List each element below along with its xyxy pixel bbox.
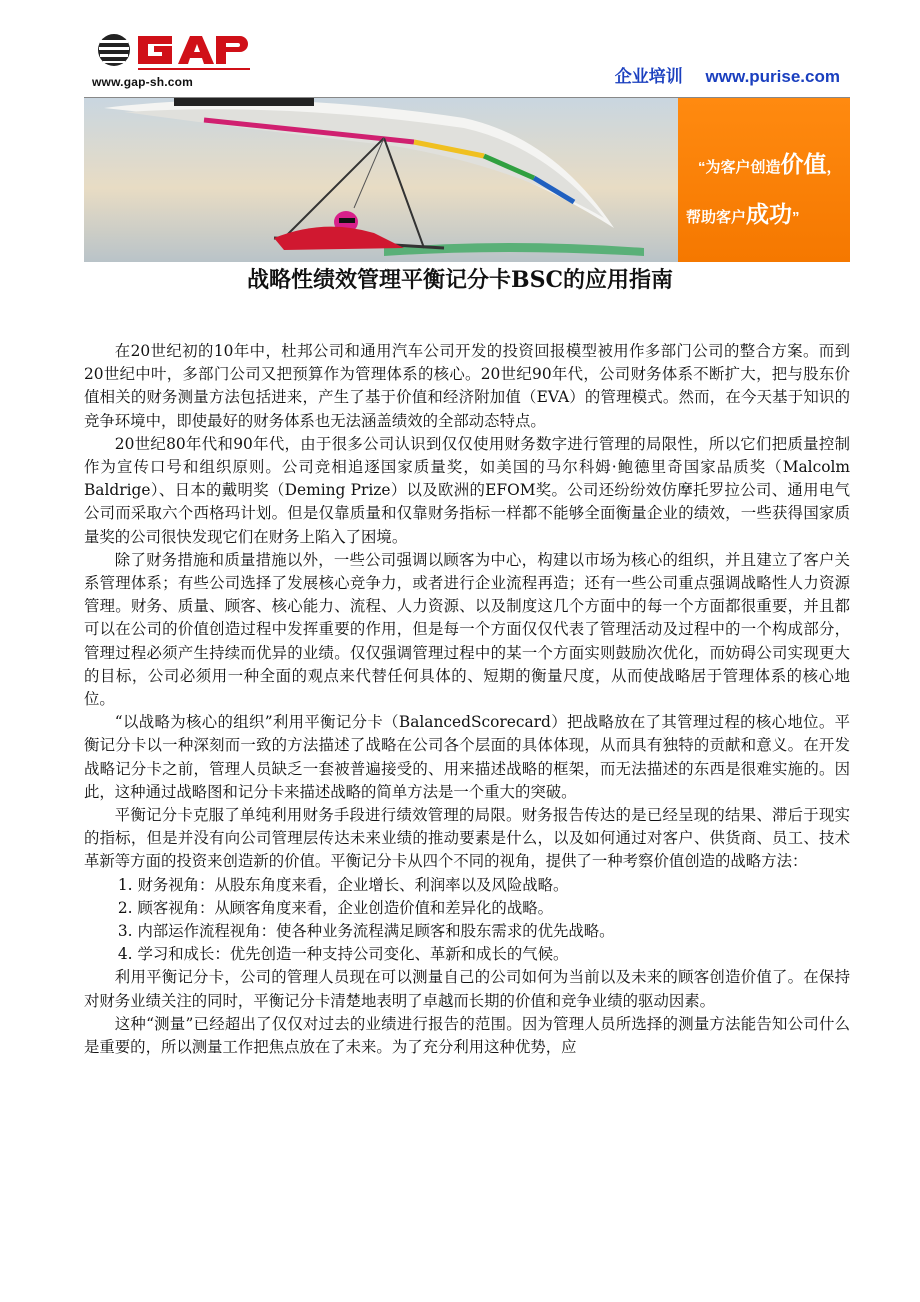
paragraph: 在20世纪初的10年中，杜邦公司和通用汽车公司开发的投资回报模型被用作多部门公司的整合方案。而到20世纪中叶，多部门公司又把预算作为管理体系的核心。20世纪90年代，公司财务体系不断扩大，把与股东价值相关的财务测量方法包括进来，产生了基于价值和经济附加值（EVA）的管理模式。然而，在今天基于知识的竞争环境中，即使最好的财务体系也无法涵盖绩效的全部动态特点。 xyxy=(84,342,850,430)
training-label[interactable]: 企业培训 xyxy=(614,67,683,86)
slogan-panel xyxy=(678,98,850,262)
banner xyxy=(84,98,850,262)
slogan-line-1: “为客户创造价值， xyxy=(698,151,842,177)
slogan-line-2: 帮助客户成功” xyxy=(686,201,800,227)
hang-glider-photo xyxy=(84,98,678,262)
paragraph: 利用平衡记分卡，公司的管理人员现在可以测量自己的公司如何为当前以及未来的顾客创造价值了。在保持对财务业绩关注的同时，平衡记分卡清楚地表明了卓越而长期的价值和竞争业绩的驱动因素。 xyxy=(84,968,850,1010)
list-item: 3. 内部运作流程视角：使各种业务流程满足顾客和股东需求的优先战略。 xyxy=(117,922,615,941)
paragraph: 除了财务措施和质量措施以外，一些公司强调以顾客为中心，构建以市场为核心的组织，并且建立了客户关系管理体系；有些公司选择了发展核心竞争力，或者进行企业流程再造；还有一些公司重点强调战略性人力资源管理。财务、质量、顾客、核心能力、流程、人力资源、以及制度这几个方面中的每一个方面都很重要，并且都可以在公司的价值创造过程中发挥重要的作用，但是每一个方面仅仅代表了管理活动及过程中的一个构成部分，管理过程必须产生持续而优异的业绩。仅仅强调管理过程中的某一个方面实则鼓励次优化，而妨碍公司实现更大的目标，公司必须用一种全面的观点来代替任何具体的、短期的衡量尺度，从而使战略居于管理体系的核心地位。 xyxy=(84,550,850,709)
page-header xyxy=(84,22,850,98)
paragraph: 平衡记分卡克服了单纯利用财务手段进行绩效管理的局限。财务报告传达的是已经呈现的结果、滞后于现实的指标，但是并没有向公司管理层传达未来业绩的推动要素是什么，以及如何通过对客户、供货商、员工、技术革新等方面的投资来创造新的价值。平衡记分卡从四个不同的视角，提供了一种考察价值创造的战略方法： xyxy=(84,806,850,871)
paragraph: 这种“测量”已经超出了仅仅对过去的业绩进行报告的范围。因为管理人员所选择的测量方法能告知公司什么是重要的，所以测量工作把焦点放在了未来。为了充分利用这种优势，应 xyxy=(84,1014,850,1057)
document-body xyxy=(84,340,850,1059)
list-item: 1. 财务视角：从股东角度来看，企业增长、利润率以及风险战略。 xyxy=(117,875,569,894)
site-url-link[interactable]: www.purise.com xyxy=(705,67,840,86)
list-item: 4. 学习和成长：优先创造一种支持公司变化、革新和成长的气候。 xyxy=(117,945,569,964)
list-item: 2. 顾客视角：从顾客角度来看，企业创造价值和差异化的战略。 xyxy=(117,898,553,917)
paragraph: “以战略为核心的组织”利用平衡记分卡（BalancedScorecard）把战略放在了其管理过程的核心地位。平衡记分卡以一种深刻而一致的方法描述了战略在公司各个层面的具体体现，从而具有独特的贡献和意义。在开发战略记分卡之前，管理人员缺乏一套被普遍接受的、用来描述战略的框架，而无法描述的东西是很难实施的。因此，这种通过战略图和记分卡来描述战略的简单方法是一个重大的突破。 xyxy=(84,713,850,801)
header-links xyxy=(597,62,840,87)
logo-url[interactable]: www.gap-sh.com xyxy=(92,75,194,89)
document-title: 战略性绩效管理平衡记分卡BSC的应用指南 xyxy=(247,267,673,293)
paragraph: 20世纪80年代和90年代，由于很多公司认识到仅仅使用财务数字进行管理的局限性，所以它们把质量控制作为宣传口号和组织原则。公司竞相追逐国家质量奖，如美国的马尔科姆·鲍德里奇国家品质奖（Malcolm Baldrige）、日本的戴明奖（Deming Prize）以及欧洲的EFOM奖。公司还纷纷效仿摩托罗拉公司、通用电气公司而采取六个西格玛计划。但是仅靠质量和仅靠财务指标一样都不能够全面衡量企业的绩效，一些获得国家质量奖的公司很快发现它们在财务上陷入了困境。 xyxy=(84,434,850,546)
